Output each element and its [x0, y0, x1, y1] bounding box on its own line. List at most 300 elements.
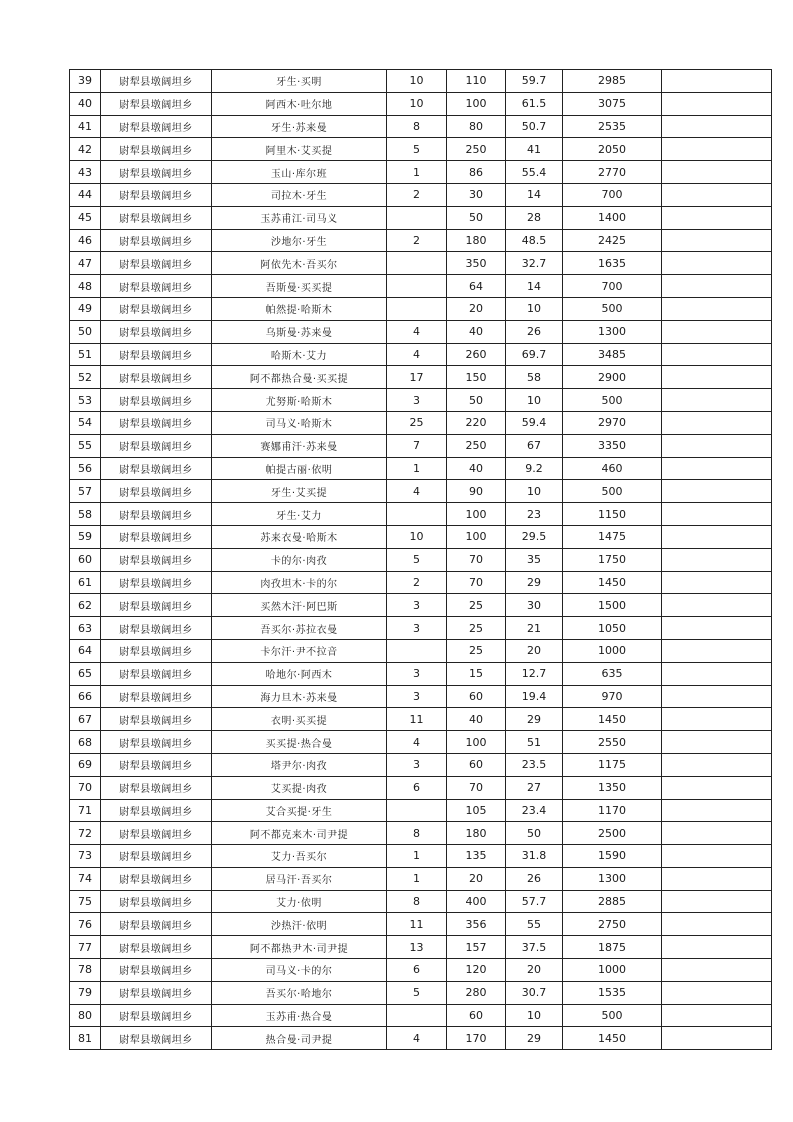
table-row: [70, 343, 772, 366]
value-cell: 20: [506, 639, 563, 662]
count-cell: 8: [387, 890, 447, 913]
table-row: [70, 411, 772, 434]
value-cell: 31.8: [506, 845, 563, 868]
quantity-cell: 250: [447, 434, 506, 457]
count-cell: 10: [387, 70, 447, 93]
row-number-cell: 66: [70, 685, 101, 708]
name-cell: 吾买尔·苏拉衣曼: [212, 617, 387, 640]
township-cell: 尉犁县墩阔坦乡: [101, 480, 212, 503]
value-cell: 26: [506, 867, 563, 890]
township-cell: 尉犁县墩阔坦乡: [101, 959, 212, 982]
value-cell: 59.4: [506, 411, 563, 434]
table-row: [70, 434, 772, 457]
amount-cell: 1450: [563, 708, 662, 731]
table-row: [70, 183, 772, 206]
township-cell: 尉犁县墩阔坦乡: [101, 70, 212, 93]
quantity-cell: 100: [447, 525, 506, 548]
quantity-cell: 25: [447, 639, 506, 662]
note-cell: [662, 206, 772, 229]
value-cell: 29: [506, 708, 563, 731]
name-cell: 沙热汗·依明: [212, 913, 387, 936]
count-cell: 17: [387, 366, 447, 389]
quantity-cell: 15: [447, 662, 506, 685]
table-row: [70, 206, 772, 229]
data-table: [69, 69, 772, 1050]
quantity-cell: 50: [447, 206, 506, 229]
count-cell: 2: [387, 183, 447, 206]
amount-cell: 2050: [563, 138, 662, 161]
amount-cell: 1150: [563, 503, 662, 526]
township-cell: 尉犁县墩阔坦乡: [101, 685, 212, 708]
row-number-cell: 53: [70, 389, 101, 412]
table-row: [70, 548, 772, 571]
amount-cell: 500: [563, 297, 662, 320]
quantity-cell: 120: [447, 959, 506, 982]
value-cell: 14: [506, 183, 563, 206]
amount-cell: 1750: [563, 548, 662, 571]
township-cell: 尉犁县墩阔坦乡: [101, 434, 212, 457]
value-cell: 51: [506, 731, 563, 754]
count-cell: 1: [387, 161, 447, 184]
note-cell: [662, 822, 772, 845]
table-row: [70, 115, 772, 138]
row-number-cell: 67: [70, 708, 101, 731]
value-cell: 48.5: [506, 229, 563, 252]
note-cell: [662, 434, 772, 457]
count-cell: 8: [387, 822, 447, 845]
row-number-cell: 79: [70, 981, 101, 1004]
quantity-cell: 110: [447, 70, 506, 93]
table-row: [70, 252, 772, 275]
table-row: [70, 890, 772, 913]
name-cell: 赛娜甫汗·苏来曼: [212, 434, 387, 457]
township-cell: 尉犁县墩阔坦乡: [101, 1027, 212, 1050]
value-cell: 58: [506, 366, 563, 389]
note-cell: [662, 297, 772, 320]
name-cell: 尤努斯·哈斯木: [212, 389, 387, 412]
township-cell: 尉犁县墩阔坦乡: [101, 981, 212, 1004]
amount-cell: 3350: [563, 434, 662, 457]
table-row: [70, 1027, 772, 1050]
count-cell: 4: [387, 343, 447, 366]
count-cell: 11: [387, 913, 447, 936]
row-number-cell: 76: [70, 913, 101, 936]
name-cell: 阿里木·艾买提: [212, 138, 387, 161]
value-cell: 32.7: [506, 252, 563, 275]
township-cell: 尉犁县墩阔坦乡: [101, 662, 212, 685]
table-row: [70, 1004, 772, 1027]
note-cell: [662, 890, 772, 913]
amount-cell: 1875: [563, 936, 662, 959]
quantity-cell: 250: [447, 138, 506, 161]
count-cell: 2: [387, 229, 447, 252]
value-cell: 55: [506, 913, 563, 936]
row-number-cell: 65: [70, 662, 101, 685]
name-cell: 玉苏甫·热合曼: [212, 1004, 387, 1027]
row-number-cell: 59: [70, 525, 101, 548]
township-cell: 尉犁县墩阔坦乡: [101, 411, 212, 434]
value-cell: 57.7: [506, 890, 563, 913]
quantity-cell: 90: [447, 480, 506, 503]
row-number-cell: 44: [70, 183, 101, 206]
name-cell: 牙生·艾力: [212, 503, 387, 526]
township-cell: 尉犁县墩阔坦乡: [101, 594, 212, 617]
row-number-cell: 77: [70, 936, 101, 959]
amount-cell: 2885: [563, 890, 662, 913]
quantity-cell: 260: [447, 343, 506, 366]
table-body: [70, 70, 772, 1050]
quantity-cell: 150: [447, 366, 506, 389]
count-cell: 8: [387, 115, 447, 138]
township-cell: 尉犁县墩阔坦乡: [101, 457, 212, 480]
township-cell: 尉犁县墩阔坦乡: [101, 617, 212, 640]
table-row: [70, 161, 772, 184]
value-cell: 29: [506, 571, 563, 594]
quantity-cell: 100: [447, 731, 506, 754]
note-cell: [662, 389, 772, 412]
township-cell: 尉犁县墩阔坦乡: [101, 275, 212, 298]
row-number-cell: 58: [70, 503, 101, 526]
count-cell: 5: [387, 548, 447, 571]
amount-cell: 1500: [563, 594, 662, 617]
table-row: [70, 639, 772, 662]
note-cell: [662, 594, 772, 617]
name-cell: 牙生·苏来曼: [212, 115, 387, 138]
amount-cell: 500: [563, 389, 662, 412]
name-cell: 艾买提·肉孜: [212, 776, 387, 799]
amount-cell: 500: [563, 480, 662, 503]
township-cell: 尉犁县墩阔坦乡: [101, 389, 212, 412]
township-cell: 尉犁县墩阔坦乡: [101, 115, 212, 138]
name-cell: 买然木汗·阿巴斯: [212, 594, 387, 617]
value-cell: 35: [506, 548, 563, 571]
note-cell: [662, 685, 772, 708]
note-cell: [662, 161, 772, 184]
amount-cell: 460: [563, 457, 662, 480]
value-cell: 19.4: [506, 685, 563, 708]
quantity-cell: 60: [447, 1004, 506, 1027]
quantity-cell: 70: [447, 776, 506, 799]
note-cell: [662, 320, 772, 343]
value-cell: 61.5: [506, 92, 563, 115]
value-cell: 30.7: [506, 981, 563, 1004]
name-cell: 阿不都热合曼·买买提: [212, 366, 387, 389]
note-cell: [662, 1004, 772, 1027]
township-cell: 尉犁县墩阔坦乡: [101, 525, 212, 548]
count-cell: 10: [387, 92, 447, 115]
quantity-cell: 64: [447, 275, 506, 298]
township-cell: 尉犁县墩阔坦乡: [101, 320, 212, 343]
table-row: [70, 366, 772, 389]
value-cell: 12.7: [506, 662, 563, 685]
table-row: [70, 936, 772, 959]
township-cell: 尉犁县墩阔坦乡: [101, 183, 212, 206]
value-cell: 69.7: [506, 343, 563, 366]
township-cell: 尉犁县墩阔坦乡: [101, 731, 212, 754]
name-cell: 塔尹尔·肉孜: [212, 753, 387, 776]
amount-cell: 2770: [563, 161, 662, 184]
quantity-cell: 400: [447, 890, 506, 913]
row-number-cell: 68: [70, 731, 101, 754]
note-cell: [662, 1027, 772, 1050]
count-cell: 2: [387, 571, 447, 594]
value-cell: 9.2: [506, 457, 563, 480]
name-cell: 海力旦木·苏来曼: [212, 685, 387, 708]
table-row: [70, 92, 772, 115]
amount-cell: 1590: [563, 845, 662, 868]
note-cell: [662, 229, 772, 252]
amount-cell: 1475: [563, 525, 662, 548]
value-cell: 10: [506, 1004, 563, 1027]
amount-cell: 500: [563, 1004, 662, 1027]
table-row: [70, 297, 772, 320]
note-cell: [662, 617, 772, 640]
count-cell: [387, 206, 447, 229]
row-number-cell: 39: [70, 70, 101, 93]
quantity-cell: 30: [447, 183, 506, 206]
amount-cell: 1350: [563, 776, 662, 799]
amount-cell: 1000: [563, 959, 662, 982]
note-cell: [662, 639, 772, 662]
value-cell: 27: [506, 776, 563, 799]
count-cell: 6: [387, 776, 447, 799]
quantity-cell: 60: [447, 685, 506, 708]
count-cell: 4: [387, 1027, 447, 1050]
quantity-cell: 86: [447, 161, 506, 184]
quantity-cell: 40: [447, 708, 506, 731]
note-cell: [662, 480, 772, 503]
count-cell: 4: [387, 480, 447, 503]
count-cell: [387, 275, 447, 298]
note-cell: [662, 936, 772, 959]
row-number-cell: 60: [70, 548, 101, 571]
quantity-cell: 20: [447, 297, 506, 320]
row-number-cell: 75: [70, 890, 101, 913]
note-cell: [662, 548, 772, 571]
amount-cell: 1000: [563, 639, 662, 662]
note-cell: [662, 867, 772, 890]
amount-cell: 1535: [563, 981, 662, 1004]
row-number-cell: 64: [70, 639, 101, 662]
township-cell: 尉犁县墩阔坦乡: [101, 845, 212, 868]
name-cell: 哈地尔·阿西木: [212, 662, 387, 685]
count-cell: [387, 639, 447, 662]
note-cell: [662, 70, 772, 93]
value-cell: 20: [506, 959, 563, 982]
quantity-cell: 280: [447, 981, 506, 1004]
note-cell: [662, 662, 772, 685]
note-cell: [662, 708, 772, 731]
township-cell: 尉犁县墩阔坦乡: [101, 822, 212, 845]
township-cell: 尉犁县墩阔坦乡: [101, 138, 212, 161]
township-cell: 尉犁县墩阔坦乡: [101, 867, 212, 890]
amount-cell: 635: [563, 662, 662, 685]
count-cell: 25: [387, 411, 447, 434]
note-cell: [662, 183, 772, 206]
name-cell: 玉山·库尔班: [212, 161, 387, 184]
table-row: [70, 138, 772, 161]
quantity-cell: 170: [447, 1027, 506, 1050]
table-row: [70, 845, 772, 868]
amount-cell: 1300: [563, 867, 662, 890]
table-row: [70, 229, 772, 252]
count-cell: 10: [387, 525, 447, 548]
note-cell: [662, 343, 772, 366]
count-cell: 3: [387, 753, 447, 776]
table-row: [70, 457, 772, 480]
row-number-cell: 49: [70, 297, 101, 320]
township-cell: 尉犁县墩阔坦乡: [101, 1004, 212, 1027]
table-row: [70, 320, 772, 343]
name-cell: 帕提古丽·依明: [212, 457, 387, 480]
note-cell: [662, 525, 772, 548]
name-cell: 吾买尔·哈地尔: [212, 981, 387, 1004]
table-row: [70, 617, 772, 640]
count-cell: 1: [387, 845, 447, 868]
name-cell: 阿不都热尹木·司尹提: [212, 936, 387, 959]
value-cell: 23.4: [506, 799, 563, 822]
name-cell: 居马汗·吾买尔: [212, 867, 387, 890]
township-cell: 尉犁县墩阔坦乡: [101, 936, 212, 959]
amount-cell: 700: [563, 275, 662, 298]
row-number-cell: 43: [70, 161, 101, 184]
amount-cell: 1050: [563, 617, 662, 640]
amount-cell: 700: [563, 183, 662, 206]
name-cell: 玉苏甫江·司马义: [212, 206, 387, 229]
note-cell: [662, 913, 772, 936]
count-cell: 6: [387, 959, 447, 982]
count-cell: 3: [387, 685, 447, 708]
township-cell: 尉犁县墩阔坦乡: [101, 890, 212, 913]
table-row: [70, 525, 772, 548]
township-cell: 尉犁县墩阔坦乡: [101, 708, 212, 731]
row-number-cell: 62: [70, 594, 101, 617]
quantity-cell: 100: [447, 503, 506, 526]
value-cell: 29.5: [506, 525, 563, 548]
count-cell: 5: [387, 138, 447, 161]
table-row: [70, 275, 772, 298]
value-cell: 21: [506, 617, 563, 640]
note-cell: [662, 92, 772, 115]
value-cell: 41: [506, 138, 563, 161]
value-cell: 23.5: [506, 753, 563, 776]
row-number-cell: 71: [70, 799, 101, 822]
amount-cell: 2550: [563, 731, 662, 754]
count-cell: 13: [387, 936, 447, 959]
table-row: [70, 70, 772, 93]
name-cell: 司拉木·牙生: [212, 183, 387, 206]
row-number-cell: 52: [70, 366, 101, 389]
name-cell: 乌斯曼·苏来曼: [212, 320, 387, 343]
amount-cell: 2750: [563, 913, 662, 936]
name-cell: 卡尔汗·尹不拉音: [212, 639, 387, 662]
table-row: [70, 571, 772, 594]
amount-cell: 1300: [563, 320, 662, 343]
township-cell: 尉犁县墩阔坦乡: [101, 799, 212, 822]
row-number-cell: 42: [70, 138, 101, 161]
row-number-cell: 72: [70, 822, 101, 845]
row-number-cell: 51: [70, 343, 101, 366]
count-cell: 5: [387, 981, 447, 1004]
value-cell: 10: [506, 389, 563, 412]
value-cell: 29: [506, 1027, 563, 1050]
note-cell: [662, 571, 772, 594]
value-cell: 55.4: [506, 161, 563, 184]
name-cell: 牙生·艾买提: [212, 480, 387, 503]
table-row: [70, 685, 772, 708]
table-row: [70, 594, 772, 617]
row-number-cell: 63: [70, 617, 101, 640]
row-number-cell: 48: [70, 275, 101, 298]
township-cell: 尉犁县墩阔坦乡: [101, 548, 212, 571]
note-cell: [662, 411, 772, 434]
table-row: [70, 389, 772, 412]
note-cell: [662, 959, 772, 982]
value-cell: 59.7: [506, 70, 563, 93]
table-row: [70, 913, 772, 936]
count-cell: [387, 799, 447, 822]
note-cell: [662, 981, 772, 1004]
quantity-cell: 25: [447, 617, 506, 640]
table-row: [70, 480, 772, 503]
note-cell: [662, 799, 772, 822]
amount-cell: 2970: [563, 411, 662, 434]
amount-cell: 1400: [563, 206, 662, 229]
count-cell: 3: [387, 617, 447, 640]
note-cell: [662, 731, 772, 754]
note-cell: [662, 115, 772, 138]
quantity-cell: 157: [447, 936, 506, 959]
township-cell: 尉犁县墩阔坦乡: [101, 297, 212, 320]
row-number-cell: 41: [70, 115, 101, 138]
quantity-cell: 60: [447, 753, 506, 776]
count-cell: [387, 297, 447, 320]
value-cell: 26: [506, 320, 563, 343]
quantity-cell: 100: [447, 92, 506, 115]
table-row: [70, 981, 772, 1004]
amount-cell: 2535: [563, 115, 662, 138]
amount-cell: 2500: [563, 822, 662, 845]
quantity-cell: 70: [447, 571, 506, 594]
value-cell: 50: [506, 822, 563, 845]
row-number-cell: 81: [70, 1027, 101, 1050]
amount-cell: 1175: [563, 753, 662, 776]
quantity-cell: 40: [447, 320, 506, 343]
note-cell: [662, 845, 772, 868]
quantity-cell: 80: [447, 115, 506, 138]
name-cell: 苏来衣曼·哈斯木: [212, 525, 387, 548]
value-cell: 10: [506, 480, 563, 503]
quantity-cell: 40: [447, 457, 506, 480]
name-cell: 沙地尔·牙生: [212, 229, 387, 252]
name-cell: 哈斯木·艾力: [212, 343, 387, 366]
table-row: [70, 799, 772, 822]
name-cell: 帕然提·哈斯木: [212, 297, 387, 320]
quantity-cell: 220: [447, 411, 506, 434]
table-row: [70, 776, 772, 799]
row-number-cell: 70: [70, 776, 101, 799]
count-cell: [387, 1004, 447, 1027]
name-cell: 艾力·依明: [212, 890, 387, 913]
table-row: [70, 867, 772, 890]
value-cell: 28: [506, 206, 563, 229]
quantity-cell: 350: [447, 252, 506, 275]
quantity-cell: 180: [447, 229, 506, 252]
quantity-cell: 356: [447, 913, 506, 936]
name-cell: 衣明·买买提: [212, 708, 387, 731]
count-cell: [387, 503, 447, 526]
note-cell: [662, 776, 772, 799]
